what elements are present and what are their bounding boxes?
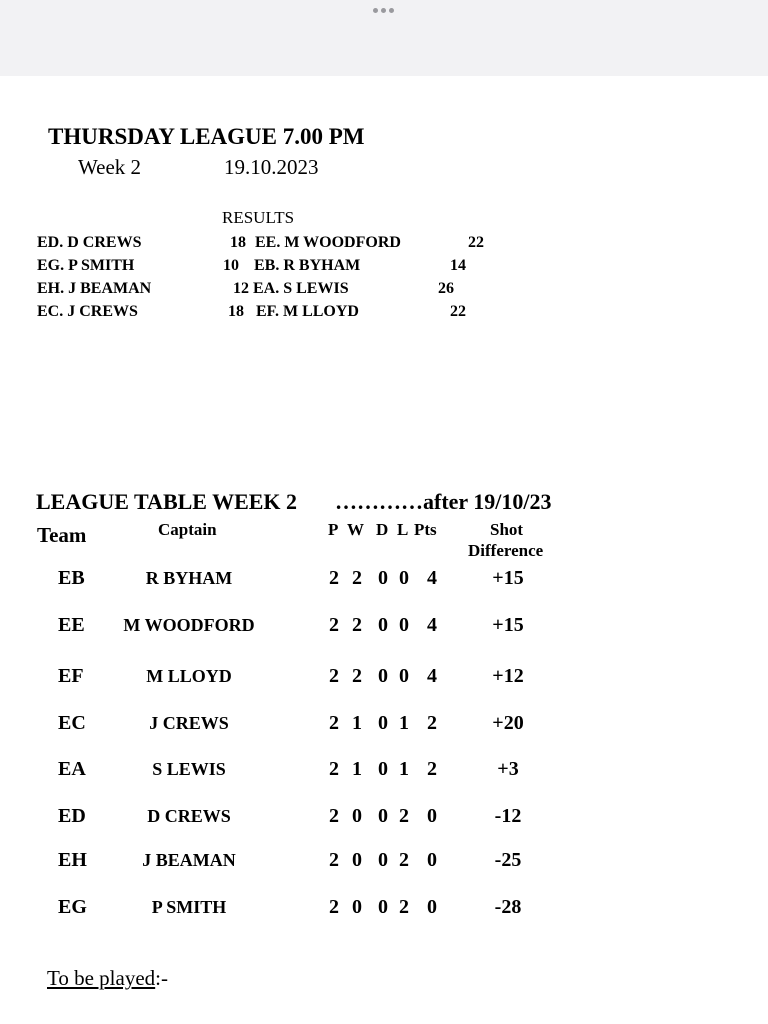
header-l: L [397, 520, 409, 539]
result-away: EA. S LEWIS [253, 280, 349, 297]
team-code: EC [58, 712, 86, 734]
team-code: EH [58, 849, 87, 871]
stat-pts: 4 [427, 614, 437, 636]
stat-w: 0 [352, 805, 362, 827]
more-options-icon[interactable] [372, 6, 396, 14]
stat-pts: 2 [427, 758, 437, 780]
stat-d: 0 [378, 805, 388, 827]
result-home-score: 18 [228, 303, 244, 320]
result-away-score: 22 [468, 234, 484, 251]
stat-w: 0 [352, 849, 362, 871]
date-label: 19.10.2023 [224, 155, 319, 179]
stat-d: 0 [378, 849, 388, 871]
results-heading: RESULTS [222, 208, 295, 227]
header-pts: Pts [414, 520, 437, 539]
stat-w: 1 [352, 712, 362, 734]
team-code: EA [58, 758, 86, 780]
league-table-after: …………after 19/10/23 [335, 489, 552, 514]
captain-name: J CREWS [149, 713, 229, 733]
stat-p: 2 [329, 849, 339, 871]
stat-pts: 0 [427, 896, 437, 918]
stat-pts: 4 [427, 567, 437, 589]
captain-name: R BYHAM [145, 568, 233, 588]
stat-pts: 4 [427, 665, 437, 687]
shot-difference: +15 [492, 567, 524, 589]
result-home: EH. J BEAMAN [37, 280, 152, 297]
stat-p: 2 [329, 896, 339, 918]
result-away-score: 26 [438, 280, 454, 297]
header-shot-difference: Difference [468, 541, 544, 560]
stat-l: 2 [399, 849, 409, 871]
stat-d: 0 [378, 567, 388, 589]
league-table-title: LEAGUE TABLE WEEK 2 [36, 489, 298, 514]
document-title: THURSDAY LEAGUE 7.00 PM [48, 124, 365, 149]
stat-w: 1 [352, 758, 362, 780]
result-home: EG. P SMITH [37, 257, 135, 274]
team-code: EF [58, 665, 84, 687]
to-be-played-suffix: :- [155, 966, 168, 990]
stat-pts: 0 [427, 849, 437, 871]
captain-name: S LEWIS [152, 759, 226, 779]
stat-l: 0 [399, 567, 409, 589]
captain-name: J BEAMAN [142, 850, 236, 870]
team-code: EG [58, 896, 87, 918]
result-away-score: 14 [450, 257, 466, 274]
stat-w: 2 [352, 614, 362, 636]
stat-d: 0 [378, 712, 388, 734]
stat-pts: 2 [427, 712, 437, 734]
stat-p: 2 [329, 758, 339, 780]
to-be-played-text: To be played [47, 966, 156, 990]
stat-l: 1 [399, 758, 409, 780]
to-be-played-label [47, 966, 168, 991]
shot-difference: -28 [494, 896, 522, 918]
header-w: W [347, 520, 364, 539]
stat-l: 1 [399, 712, 409, 734]
result-home: ED. D CREWS [37, 234, 142, 251]
result-away: EF. M LLOYD [256, 303, 359, 320]
result-home-score: 12 [233, 280, 249, 297]
header-team: Team [37, 523, 87, 547]
captain-name: M WOODFORD [123, 615, 255, 635]
shot-difference: -25 [494, 849, 522, 871]
captain-name: M LLOYD [146, 666, 232, 686]
stat-d: 0 [378, 614, 388, 636]
stat-p: 2 [329, 614, 339, 636]
result-home-score: 10 [223, 257, 239, 274]
stat-pts: 0 [427, 805, 437, 827]
team-code: ED [58, 805, 86, 827]
stat-p: 2 [329, 712, 339, 734]
header-captain: Captain [158, 520, 217, 539]
header-d: D [376, 520, 389, 539]
stat-p: 2 [329, 805, 339, 827]
stat-l: 0 [399, 614, 409, 636]
header-shot: Shot [490, 520, 524, 539]
stat-l: 2 [399, 896, 409, 918]
stat-l: 2 [399, 805, 409, 827]
stat-l: 0 [399, 665, 409, 687]
captain-name: P SMITH [151, 897, 227, 917]
result-away: EE. M WOODFORD [255, 234, 401, 251]
team-code: EE [58, 614, 85, 636]
result-home-score: 18 [230, 234, 246, 251]
shot-difference: +12 [492, 665, 524, 687]
stat-d: 0 [378, 665, 388, 687]
viewer-toolbar [0, 0, 768, 76]
stat-w: 2 [352, 567, 362, 589]
captain-name: D CREWS [147, 806, 231, 826]
shot-difference: -12 [494, 805, 522, 827]
stat-d: 0 [378, 758, 388, 780]
shot-difference: +15 [492, 614, 524, 636]
stat-p: 2 [329, 665, 339, 687]
stat-w: 2 [352, 665, 362, 687]
shot-difference: +20 [492, 712, 524, 734]
week-label: Week 2 [78, 155, 142, 179]
result-away: EB. R BYHAM [254, 257, 361, 274]
header-p: P [328, 520, 339, 539]
team-code: EB [58, 567, 85, 589]
stat-p: 2 [329, 567, 339, 589]
stat-w: 0 [352, 896, 362, 918]
result-away-score: 22 [450, 303, 466, 320]
shot-difference: +3 [497, 758, 519, 780]
result-home: EC. J CREWS [37, 303, 138, 320]
stat-d: 0 [378, 896, 388, 918]
